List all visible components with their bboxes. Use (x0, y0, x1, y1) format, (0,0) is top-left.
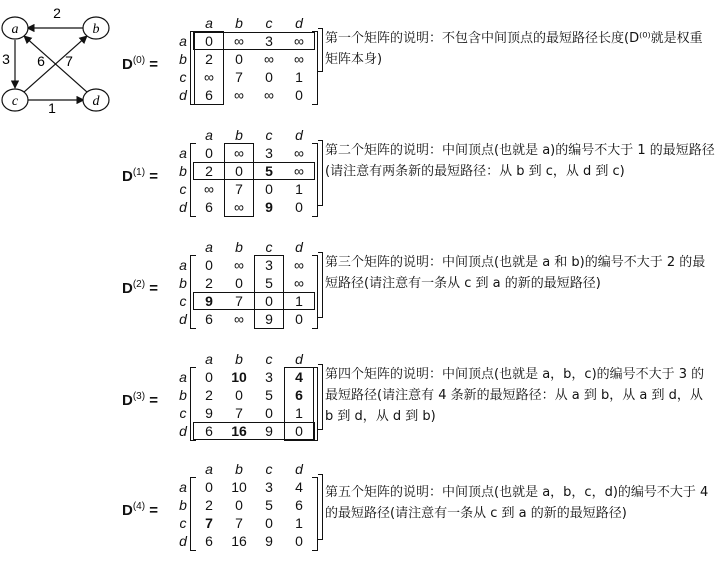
matrix-cell: 6 (205, 423, 213, 439)
matrix-cell: ∞ (234, 145, 244, 161)
matrix-cell: 9 (265, 199, 273, 215)
matrix-cell: ∞ (234, 257, 244, 273)
matrix-cell: ∞ (294, 51, 304, 67)
matrix-cell: 2 (205, 497, 213, 513)
highlight-row (193, 162, 315, 180)
matrix-cell: 0 (205, 369, 213, 385)
edge-weight-d-a: 6 (37, 53, 45, 69)
matrix-cell: 4 (295, 479, 303, 495)
matrix-cell: 5 (265, 497, 273, 513)
matrix-cell: 0 (295, 87, 303, 103)
column-header: a (205, 351, 213, 367)
matrix-cell: 6 (205, 533, 213, 549)
matrix-cell: ∞ (234, 199, 244, 215)
matrix-cell: 0 (295, 199, 303, 215)
matrix-cell: 6 (205, 199, 213, 215)
matrix-cell: 7 (235, 293, 243, 309)
matrix-label-superscript: (0) (132, 55, 146, 66)
matrix-cell: 9 (265, 423, 273, 439)
matrix-description: 第二个矩阵的说明：中间顶点(也就是 a)的编号不大于 1 的最短路径(请注意有两条新的最短路径：从 b 到 c，从 d 到 c) (325, 143, 715, 179)
highlight-column (224, 143, 254, 217)
matrix-cell: 1 (295, 69, 303, 85)
matrix-cell: 5 (265, 275, 273, 291)
matrix-cell: 10 (231, 369, 247, 385)
row-header: a (179, 479, 187, 495)
matrix-cell: 0 (265, 293, 273, 309)
row-header: d (179, 199, 187, 215)
matrix-label-superscript: (2) (132, 279, 146, 290)
matrix-cell: 2 (205, 163, 213, 179)
column-header: d (295, 351, 303, 367)
matrix-cell: 9 (205, 405, 213, 421)
matrix-cell: 9 (265, 311, 273, 327)
column-header: b (235, 351, 243, 367)
matrix-cell: 6 (295, 387, 303, 403)
matrix-description: 第四个矩阵的说明：中间顶点(也就是 a，b，c)的编号不大于 3 的最短路径(请注意有 4 条新的最短路径：从 a 到 b，从 a 到 d，从 b 到 d，从 d 到 b) (325, 367, 705, 424)
highlight-column (284, 367, 314, 441)
matrix-cell: 3 (265, 369, 273, 385)
matrix-description: 第五个矩阵的说明：中间顶点(也就是 a，b，c，d)的编号不大于 4 的最短路径(请注意有一条从 c 到 a 的新的最短路径) (325, 485, 709, 521)
row-header: c (179, 293, 187, 309)
matrix-cell: ∞ (264, 87, 274, 103)
matrix-cell: ∞ (294, 257, 304, 273)
matrix-cell: 0 (265, 181, 273, 197)
row-header: b (179, 51, 187, 67)
row-header: b (179, 275, 187, 291)
column-header: c (265, 351, 273, 367)
row-header: a (179, 369, 187, 385)
weighted-digraph (0, 0, 120, 120)
matrix-label: $D^{(0)}$ = (122, 55, 159, 73)
matrix-label-superscript: (4) (132, 501, 146, 512)
matrix-cell: 3 (265, 33, 273, 49)
column-header: b (235, 15, 243, 31)
column-header: a (205, 461, 213, 477)
highlight-column (254, 255, 284, 329)
row-header: a (179, 257, 187, 273)
row-header: d (179, 87, 187, 103)
matrix-label: $D^{(1)}$ = (122, 167, 159, 185)
matrix-cell: 9 (265, 533, 273, 549)
matrix-cell: ∞ (204, 181, 214, 197)
matrix-cell: ∞ (294, 145, 304, 161)
matrix-cell: 0 (205, 33, 213, 49)
column-header: c (265, 15, 273, 31)
edge-weight-b-a: 2 (53, 5, 61, 21)
matrix-label-letter: D (122, 56, 133, 73)
matrix-cell: ∞ (204, 69, 214, 85)
matrix-cell: ∞ (294, 163, 304, 179)
matrix-cell: 16 (231, 533, 247, 549)
matrix-cell: 6 (205, 87, 213, 103)
row-header: c (179, 69, 187, 85)
matrix-cell: 0 (235, 387, 243, 403)
matrix-cell: 5 (265, 163, 273, 179)
matrix-cell: 7 (235, 515, 243, 531)
matrix-label: $D^{(4)}$ = (122, 501, 159, 519)
matrix-cell: ∞ (264, 51, 274, 67)
row-header: c (179, 515, 187, 531)
matrix-label: $D^{(3)}$ = (122, 391, 159, 409)
description-bracket (318, 140, 323, 206)
edge-weight-c-b: 7 (65, 53, 73, 69)
column-header: d (295, 15, 303, 31)
matrix-cell: 0 (265, 515, 273, 531)
matrix-cell: 9 (205, 293, 213, 309)
matrix-cell: ∞ (234, 33, 244, 49)
matrix-cell: 2 (205, 51, 213, 67)
matrix-cell: 0 (205, 479, 213, 495)
matrix-cell: 0 (235, 497, 243, 513)
column-header: d (295, 239, 303, 255)
matrix-cell: 0 (295, 533, 303, 549)
matrix-cell: ∞ (234, 87, 244, 103)
matrix-cell: 0 (265, 405, 273, 421)
matrix-cell: 0 (295, 311, 303, 327)
column-header: b (235, 239, 243, 255)
column-header: c (265, 239, 273, 255)
vertex-label-b: b (92, 22, 100, 37)
row-header: a (179, 33, 187, 49)
matrix-cell: 10 (231, 479, 247, 495)
row-header: b (179, 387, 187, 403)
matrix-label-letter: D (122, 168, 133, 185)
matrix-cell: 0 (205, 145, 213, 161)
matrix-cell: 2 (205, 275, 213, 291)
matrix-cell: 1 (295, 405, 303, 421)
matrix-cell: 0 (265, 69, 273, 85)
description-bracket (318, 252, 323, 318)
matrix-cell: 1 (295, 181, 303, 197)
column-header: b (235, 127, 243, 143)
column-header: d (295, 461, 303, 477)
matrix-description: 第一个矩阵的说明：不包含中间顶点的最短路径长度(D⁽⁰⁾就是权重矩阵本身) (325, 31, 703, 67)
column-header: a (205, 239, 213, 255)
matrix-label-letter: D (122, 392, 133, 409)
matrix-cell: 5 (265, 387, 273, 403)
edge-weight-c-d: 1 (48, 100, 56, 116)
matrix-cell: 3 (265, 257, 273, 273)
row-header: a (179, 145, 187, 161)
row-header: c (179, 181, 187, 197)
matrix-cell: 4 (295, 369, 303, 385)
matrix-cell: 0 (235, 163, 243, 179)
highlight-column (194, 31, 224, 105)
vertex-label-d: d (92, 94, 100, 109)
matrix-cell: 7 (235, 405, 243, 421)
column-header: d (295, 127, 303, 143)
matrix-cell: 2 (205, 387, 213, 403)
matrix-cell: ∞ (234, 311, 244, 327)
matrix-cell: 1 (295, 293, 303, 309)
matrix-label-superscript: (1) (132, 167, 146, 178)
matrix-cell: 1 (295, 515, 303, 531)
matrix-cell: 0 (295, 423, 303, 439)
matrix-cell: 7 (205, 515, 213, 531)
row-header: d (179, 423, 187, 439)
matrix-cell: 0 (235, 275, 243, 291)
column-header: a (205, 127, 213, 143)
matrix-cell: ∞ (294, 275, 304, 291)
description-bracket (318, 364, 323, 430)
column-header: a (205, 15, 213, 31)
matrix-label: $D^{(2)}$ = (122, 279, 159, 297)
matrix-cell: 3 (265, 479, 273, 495)
matrix-cell: 0 (205, 257, 213, 273)
matrix-cell: 0 (235, 51, 243, 67)
matrix-cell: 7 (235, 69, 243, 85)
row-header: c (179, 405, 187, 421)
row-header: b (179, 163, 187, 179)
matrix-label-letter: D (122, 502, 133, 519)
column-header: c (265, 461, 273, 477)
row-header: d (179, 311, 187, 327)
matrix-cell: ∞ (294, 33, 304, 49)
description-bracket (318, 28, 323, 72)
vertex-label-a: a (11, 22, 19, 37)
column-header: b (235, 461, 243, 477)
matrix-label-letter: D (122, 280, 133, 297)
matrix-cell: 7 (235, 181, 243, 197)
matrix-cell: 16 (231, 423, 247, 439)
matrix-cell: 3 (265, 145, 273, 161)
vertex-label-c: c (11, 94, 19, 109)
row-header: b (179, 497, 187, 513)
column-header: c (265, 127, 273, 143)
matrix-description: 第三个矩阵的说明：中间顶点(也就是 a 和 b)的编号不大于 2 的最短路径(请注意有一条从 c 到 a 的新的最短路径) (325, 255, 706, 291)
edge-weight-a-c: 3 (2, 51, 10, 67)
matrix-cell: 6 (295, 497, 303, 513)
matrix-label-superscript: (3) (132, 391, 146, 402)
matrix-cell: 6 (205, 311, 213, 327)
row-header: d (179, 533, 187, 549)
description-bracket (318, 474, 323, 540)
